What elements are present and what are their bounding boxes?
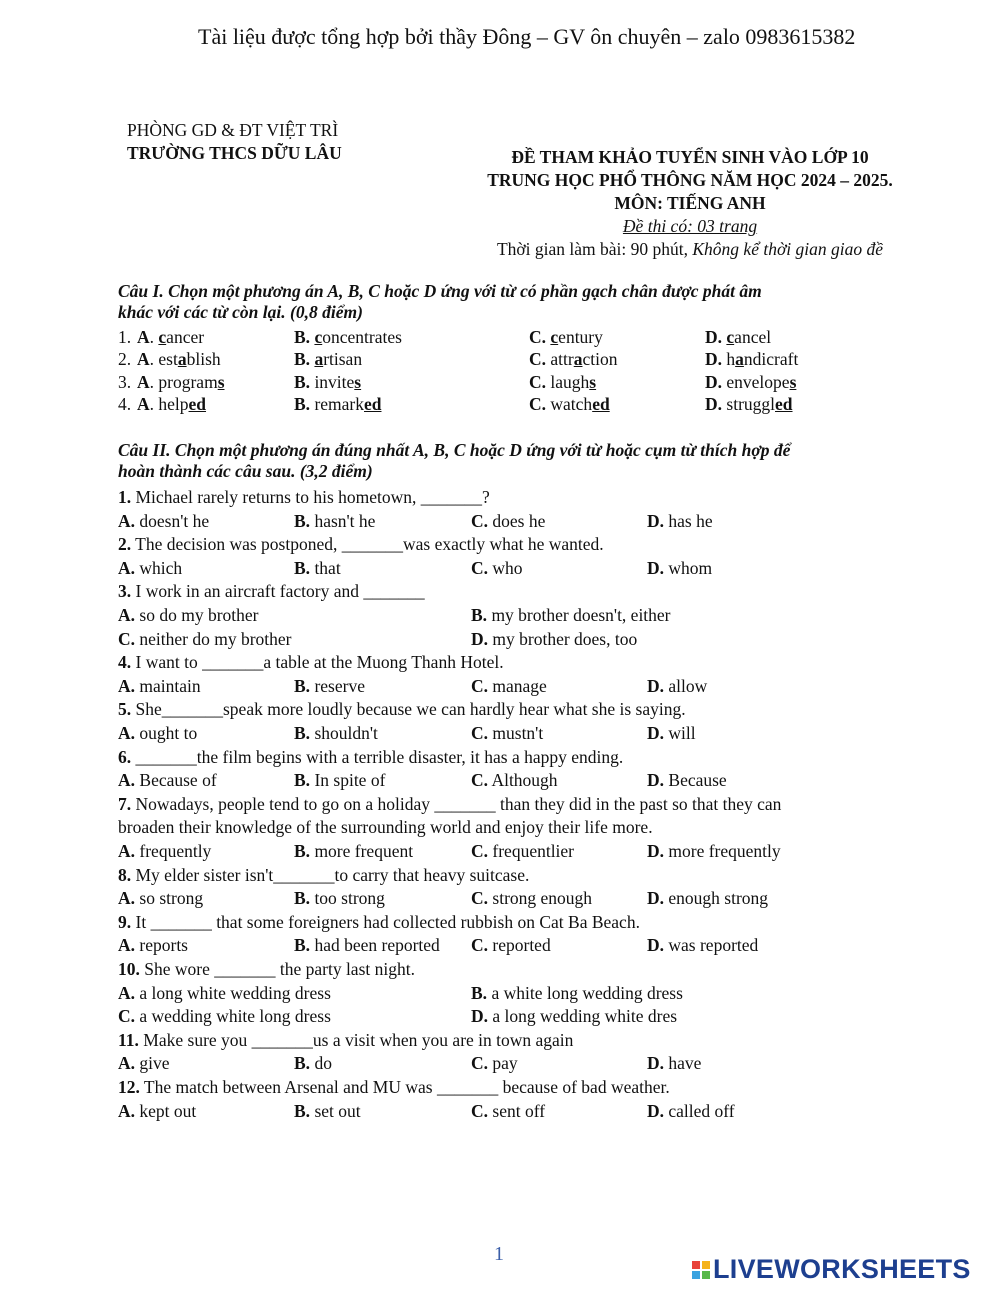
answer-text: frequentlier [492, 841, 575, 861]
answer-option [118, 935, 188, 956]
answer-text: has he [668, 511, 713, 531]
answer-label: A. [118, 770, 136, 790]
word-suffix: ction [582, 349, 618, 369]
answer-text: a white long wedding dress [491, 983, 683, 1003]
question-stem: Michael rarely returns to his hometown, _______? [131, 487, 490, 507]
answer-text: called off [668, 1101, 735, 1121]
answer-label: A. [118, 511, 136, 531]
exam-time [440, 238, 940, 261]
answer-option [471, 841, 574, 862]
question-stem: Nowadays, people tend to go on a holiday _______ than they did in the past so that they can [131, 794, 782, 814]
answer-label: B. [294, 841, 311, 861]
question-number: 9. [118, 912, 132, 932]
answer-option [647, 511, 713, 532]
option-d [705, 394, 793, 415]
word-prefix: . est [149, 349, 178, 369]
answer-text: Although [491, 770, 558, 790]
question-text-cont: broaden their knowledge of the surrounding world and enjoy their life more. [118, 817, 653, 837]
word-prefix: attr [546, 349, 574, 369]
answer-text: Because of [139, 770, 217, 790]
answer-text: shouldn't [314, 723, 378, 743]
question-stem: I want to _______a table at the Muong Thanh Hotel. [131, 652, 504, 672]
question-number: 11. [118, 1030, 139, 1050]
question-stem: I work in an aircraft factory and _______ [131, 581, 425, 601]
answer-label: A. [118, 888, 136, 908]
option-a [137, 327, 204, 348]
answer-text: give [139, 1053, 170, 1073]
answer-option [118, 723, 197, 744]
answer-label: A. [118, 676, 136, 696]
answer-text: Because [668, 770, 727, 790]
exam-title-block [440, 146, 940, 261]
question-number: 5. [118, 699, 132, 719]
underlined-part: s [354, 372, 362, 392]
question-stem: _______the film begins with a terrible disaster, it has a happy ending. [131, 747, 624, 767]
answer-label: B. [294, 1053, 311, 1073]
answer-text: reports [139, 935, 188, 955]
answer-option [647, 1101, 735, 1122]
answer-label: B. [294, 770, 311, 790]
question-text [118, 865, 529, 886]
option-c [529, 349, 617, 370]
option-a [137, 349, 221, 370]
answer-label: B. [294, 1101, 311, 1121]
option-b [294, 349, 362, 370]
word-prefix: watch [546, 394, 593, 414]
answer-option [294, 1101, 361, 1122]
answer-label: C. [471, 1053, 489, 1073]
answer-option [118, 676, 201, 697]
answer-label: B. [471, 983, 488, 1003]
word-prefix: . program [149, 372, 218, 392]
answer-text: more frequent [314, 841, 414, 861]
answer-text: manage [492, 676, 547, 696]
answer-label: D. [471, 1006, 489, 1026]
answer-text: my brother doesn't, either [491, 605, 671, 625]
underlined-part: s [217, 372, 225, 392]
answer-label: A. [118, 605, 136, 625]
word-suffix: blish [186, 349, 221, 369]
answer-option [118, 1006, 331, 1027]
question-number: 7. [118, 794, 132, 814]
answer-option [647, 888, 768, 909]
answer-text: so strong [139, 888, 204, 908]
word-suffix: entury [558, 327, 603, 347]
answer-option [294, 511, 375, 532]
answer-label: C. [471, 511, 489, 531]
answer-label: A. [118, 1053, 136, 1073]
word-suffix: ndicraft [743, 349, 799, 369]
question-stem: Make sure you _______us a visit when you are in town again [138, 1030, 574, 1050]
answer-text: more frequently [668, 841, 781, 861]
underlined-part: ed [364, 394, 382, 414]
answer-label: C. [471, 770, 489, 790]
option-d [705, 349, 798, 370]
option-label: C. [529, 394, 547, 414]
answer-label: A. [118, 723, 136, 743]
word-prefix: invite [310, 372, 355, 392]
answer-option [118, 558, 182, 579]
answer-text: enough strong [668, 888, 769, 908]
answer-option [471, 983, 683, 1004]
option-label: A [137, 327, 150, 347]
school-name: TRƯỜNG THCS DỮU LÂU [127, 143, 342, 163]
question-text [118, 581, 425, 602]
answer-option [118, 888, 203, 909]
option-a [137, 372, 225, 393]
answer-label: C. [471, 723, 489, 743]
answer-option [118, 1053, 170, 1074]
answer-option [118, 511, 209, 532]
answer-option [294, 676, 365, 697]
answer-option [118, 983, 331, 1004]
option-label: C. [529, 372, 547, 392]
answer-text: neither do my brother [139, 629, 292, 649]
header-note: Tài liệu được tổng hợp bởi thầy Đông – GV ôn chuyên – zalo 0983615382 [198, 24, 856, 49]
option-label: C. [529, 349, 547, 369]
answer-label: A. [118, 841, 136, 861]
option-label: B. [294, 394, 311, 414]
word-prefix: envelope [722, 372, 790, 392]
question-text [118, 959, 415, 980]
answer-option [647, 676, 707, 697]
option-d [705, 372, 796, 393]
answer-label: A. [118, 935, 136, 955]
exam-page-count: Đề thi có: 03 trang [622, 216, 758, 236]
answer-label: D. [647, 723, 665, 743]
exam-title-line1: ĐỀ THAM KHẢO TUYỂN SINH VÀO LỚP 10 [511, 147, 869, 167]
answer-label: B. [294, 723, 311, 743]
answer-option [471, 558, 523, 579]
answer-label: C. [471, 888, 489, 908]
answer-label: A. [118, 983, 136, 1003]
answer-label: D. [647, 770, 665, 790]
answer-text: had been reported [314, 935, 440, 955]
answer-text: frequently [139, 841, 212, 861]
answer-label: D. [647, 888, 665, 908]
answer-text: too strong [314, 888, 385, 908]
option-label: D. [705, 372, 723, 392]
answer-text: kept out [139, 1101, 197, 1121]
word-suffix: ancer [166, 327, 205, 347]
liveworksheets-logo [692, 1254, 971, 1285]
answer-label: C. [118, 1006, 136, 1026]
answer-option [118, 605, 258, 626]
underlined-part: a [573, 349, 583, 369]
answer-text: maintain [139, 676, 201, 696]
answer-text: a wedding white long dress [139, 1006, 331, 1026]
answer-label: A. [118, 1101, 136, 1121]
answer-label: B. [294, 888, 311, 908]
answer-option [471, 676, 547, 697]
option-label: A [137, 394, 150, 414]
answer-text: mustn't [492, 723, 544, 743]
answer-option [471, 723, 543, 744]
answer-label: D. [647, 1101, 665, 1121]
answer-option [471, 935, 551, 956]
answer-label: B. [471, 605, 488, 625]
underlined-part: ed [775, 394, 793, 414]
underlined-part: ed [592, 394, 610, 414]
answer-label: D. [471, 629, 489, 649]
answer-option [294, 935, 440, 956]
word-suffix: oncentrates [322, 327, 402, 347]
option-c [529, 394, 610, 415]
underlined-part: c [158, 327, 167, 347]
answer-text: was reported [668, 935, 759, 955]
answer-label: A. [118, 558, 136, 578]
answer-option [118, 1101, 196, 1122]
option-label: C. [529, 327, 547, 347]
page-number: 1 [494, 1243, 504, 1265]
answer-option [471, 888, 592, 909]
option-label: B. [294, 372, 311, 392]
question-text [118, 794, 781, 815]
option-d [705, 327, 771, 348]
logo-mark-icon [692, 1261, 710, 1279]
word-prefix: h [722, 349, 736, 369]
answer-text: sent off [492, 1101, 546, 1121]
answer-option [118, 841, 211, 862]
option-label: A [137, 372, 150, 392]
answer-text: reported [492, 935, 551, 955]
answer-text: hasn't he [314, 511, 376, 531]
answer-text: that [314, 558, 341, 578]
answer-option [471, 1006, 677, 1027]
question-stem: The decision was postponed, _______was exactly what he wanted. [131, 534, 604, 554]
answer-text: so do my brother [139, 605, 259, 625]
answer-label: B. [294, 558, 311, 578]
answer-text: my brother does, too [492, 629, 638, 649]
row-number: 2. [118, 349, 132, 369]
section1-title-line2: khác với các từ còn lại. (0,8 điểm) [118, 302, 363, 322]
exam-subject: MÔN: TIẾNG ANH [614, 193, 766, 213]
question-text [118, 747, 623, 768]
section2-title-line2: hoàn thành các câu sau. (3,2 điểm) [118, 461, 373, 481]
underlined-part: c [550, 327, 559, 347]
underlined-part: c [726, 327, 735, 347]
answer-option [294, 558, 341, 579]
answer-option [647, 770, 727, 791]
answer-text: reserve [314, 676, 365, 696]
answer-text: does he [492, 511, 546, 531]
answer-label: D. [647, 841, 665, 861]
option-label: D. [705, 327, 723, 347]
question-number: 10. [118, 959, 140, 979]
exam-time-label: Thời gian làm bài: 90 phút, [496, 239, 693, 259]
question-stem: The match between Arsenal and MU was _______ because of bad weather. [139, 1077, 670, 1097]
word-prefix: remark [310, 394, 364, 414]
underlined-part: s [789, 372, 797, 392]
answer-text: have [668, 1053, 702, 1073]
answer-label: C. [471, 1101, 489, 1121]
answer-text: allow [668, 676, 708, 696]
logo-text: LIVEWORKSHEETS [713, 1254, 971, 1284]
question-number: 3. [118, 581, 132, 601]
answer-label: C. [118, 629, 136, 649]
option-b [294, 327, 402, 348]
underlined-part: a [735, 349, 744, 369]
answer-label: D. [647, 511, 665, 531]
underlined-part: a [314, 349, 324, 369]
answer-option [471, 1053, 518, 1074]
answer-text: pay [492, 1053, 518, 1073]
section1-title [118, 281, 762, 323]
question-number: 6. [118, 747, 132, 767]
question-stem: It _______ that some foreigners had collected rubbish on Cat Ba Beach. [131, 912, 640, 932]
option-a [137, 394, 206, 415]
question-text [118, 652, 504, 673]
answer-label: C. [471, 676, 489, 696]
answer-text: strong enough [492, 888, 593, 908]
answer-label: D. [647, 558, 665, 578]
option-label: D. [705, 394, 723, 414]
answer-label: D. [647, 935, 665, 955]
option-label: B. [294, 349, 311, 369]
word-prefix: . [149, 327, 159, 347]
option-label: A [137, 349, 150, 369]
answer-option [647, 558, 712, 579]
answer-option [647, 1053, 701, 1074]
answer-text: which [139, 558, 183, 578]
answer-option [647, 723, 696, 744]
word-prefix: . help [149, 394, 189, 414]
answer-option [294, 888, 385, 909]
answer-option [471, 605, 671, 626]
answer-option [647, 841, 781, 862]
option-label: D. [705, 349, 723, 369]
question-text [118, 534, 604, 555]
answer-option [294, 770, 385, 791]
underlined-part: c [314, 327, 323, 347]
question-text [118, 487, 490, 508]
answer-label: C. [471, 841, 489, 861]
question-number: 1. [118, 487, 132, 507]
department-name: PHÒNG GD & ĐT VIỆT TRÌ [127, 120, 339, 140]
option-b [294, 394, 382, 415]
answer-label: C. [471, 558, 489, 578]
answer-text: ought to [139, 723, 198, 743]
answer-option [471, 1101, 545, 1122]
answer-option [471, 511, 545, 532]
exam-time-note: Không kể thời gian giao đề [692, 239, 884, 259]
word-suffix: rtisan [323, 349, 363, 369]
option-label: B. [294, 327, 311, 347]
answer-label: D. [647, 1053, 665, 1073]
question-number: 4. [118, 652, 132, 672]
row-number: 1. [118, 327, 132, 347]
answer-option [294, 723, 378, 744]
question-stem: My elder sister isn't_______to carry that heavy suitcase. [131, 865, 530, 885]
question-stem: She wore _______ the party last night. [139, 959, 415, 979]
answer-text: set out [314, 1101, 361, 1121]
question-stem: She_______speak more loudly because we can hardly hear what she is saying. [131, 699, 686, 719]
question-text [118, 1077, 670, 1098]
answer-option [118, 770, 217, 791]
exam-title-line2: TRUNG HỌC PHỔ THÔNG NĂM HỌC 2024 – 2025. [487, 170, 893, 190]
answer-option [118, 629, 292, 650]
question-text [118, 699, 686, 720]
option-b [294, 372, 361, 393]
answer-label: D. [647, 676, 665, 696]
answer-label: C. [471, 935, 489, 955]
answer-label: B. [294, 511, 311, 531]
answer-text: who [492, 558, 523, 578]
answer-text: a long white wedding dress [139, 983, 331, 1003]
option-c [529, 327, 603, 348]
underlined-part: a [177, 349, 187, 369]
question-number: 2. [118, 534, 132, 554]
answer-label: B. [294, 676, 311, 696]
word-prefix: laugh [546, 372, 590, 392]
answer-text: whom [668, 558, 713, 578]
question-text [118, 1030, 573, 1051]
answer-option [647, 935, 758, 956]
answer-option [294, 841, 413, 862]
row-number: 3. [118, 372, 132, 392]
section2-title-line1: Câu II. Chọn một phương án đúng nhất A, B, C hoặc D ứng với từ hoặc cụm từ thích hợp để [118, 440, 791, 460]
word-suffix: ancel [734, 327, 772, 347]
underlined-part: ed [188, 394, 207, 414]
answer-option [294, 1053, 332, 1074]
section1-title-line1: Câu I. Chọn một phương án A, B, C hoặc D ứng với từ có phần gạch chân được phát âm [118, 281, 762, 301]
question-number: 12. [118, 1077, 140, 1097]
answer-text: In spite of [314, 770, 386, 790]
question-text [118, 912, 640, 933]
answer-text: will [668, 723, 696, 743]
option-c [529, 372, 596, 393]
section2-title [118, 440, 790, 482]
answer-text: doesn't he [139, 511, 210, 531]
answer-text: a long wedding white dres [492, 1006, 678, 1026]
question-number: 8. [118, 865, 132, 885]
answer-option [471, 770, 558, 791]
underlined-part: s [589, 372, 597, 392]
answer-text: do [314, 1053, 332, 1073]
answer-option [471, 629, 637, 650]
word-prefix: struggl [722, 394, 776, 414]
row-number: 4. [118, 394, 132, 414]
answer-label: B. [294, 935, 311, 955]
